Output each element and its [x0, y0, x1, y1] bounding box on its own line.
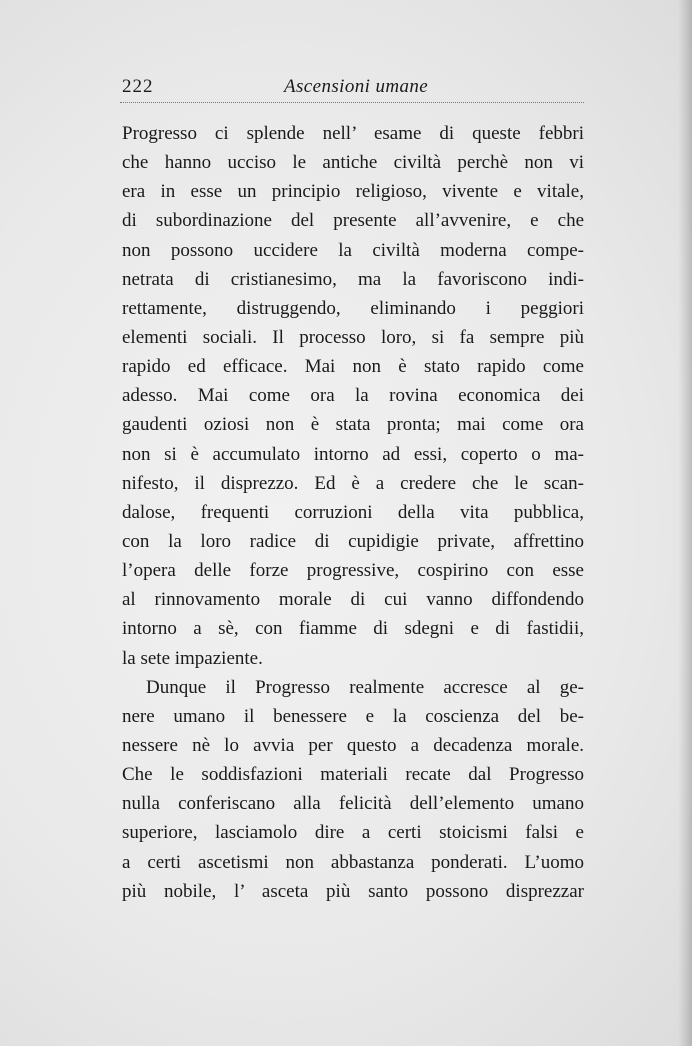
header-rule — [120, 102, 584, 103]
text-line: elementi sociali. Il processo loro, si fa sempre più — [122, 326, 584, 348]
text-line: nessere nè lo avvia per questo a decadenza morale. — [122, 734, 584, 756]
text-line: netrata di cristianesimo, ma la favoriscono indi- — [122, 268, 584, 290]
text-line: non possono uccidere la civiltà moderna compe- — [122, 239, 584, 261]
page-edge-shadow — [678, 0, 692, 1046]
paragraph — [122, 119, 584, 673]
text-line: a certi ascetismi non abbastanza ponderati. L’uomo — [122, 851, 584, 873]
text-line: nifesto, il disprezzo. Ed è a credere che le scan- — [122, 472, 584, 494]
text-line: l’opera delle forze progressive, cospirino con esse — [122, 560, 584, 582]
text-line: gaudenti oziosi non è stata pronta; mai come ora — [122, 414, 584, 436]
text-line: con la loro radice di cupidigie private, affrettino — [122, 530, 584, 552]
paragraph — [122, 673, 584, 906]
running-header — [122, 76, 584, 104]
text-line: che hanno ucciso le antiche civiltà perchè non vi — [122, 152, 584, 174]
text-line: Progresso ci splende nell’ esame di queste febbri — [122, 123, 584, 144]
text-line: intorno a sè, con fiamme di sdegni e di fastidii, — [122, 618, 584, 640]
page-number: 222 — [122, 76, 154, 97]
text-line: nulla conferiscano alla felicità dell’elemento umano — [122, 793, 584, 815]
text-line: più nobile, l’ asceta più santo possono disprezzar — [122, 880, 584, 902]
running-title: Ascensioni umane — [284, 76, 429, 97]
text-line: non si è accumulato intorno ad essi, coperto o ma- — [122, 443, 584, 465]
text-line: Dunque il Progresso realmente accresce al ge- — [146, 676, 584, 698]
text-line: la sete impaziente. — [122, 647, 263, 669]
text-line: adesso. Mai come ora la rovina economica dei — [122, 385, 584, 407]
text-line: nere umano il benessere e la coscienza del be- — [122, 705, 584, 727]
text-line: era in esse un principio religioso, vivente e vitale, — [122, 181, 584, 203]
text-line: superiore, lasciamolo dire a certi stoicismi falsi e — [122, 822, 584, 844]
text-line: al rinnovamento morale di cui vanno diffondendo — [122, 589, 584, 611]
body-text — [122, 119, 584, 906]
text-line: di subordinazione del presente all’avvenire, e che — [122, 210, 584, 232]
text-line: Che le soddisfazioni materiali recate dal Progresso — [122, 764, 584, 786]
text-line: dalose, frequenti corruzioni della vita pubblica, — [122, 501, 584, 523]
text-line: rapido ed efficace. Mai non è stato rapido come — [122, 356, 584, 378]
text-line: rettamente, distruggendo, eliminando i peggiori — [122, 297, 584, 319]
